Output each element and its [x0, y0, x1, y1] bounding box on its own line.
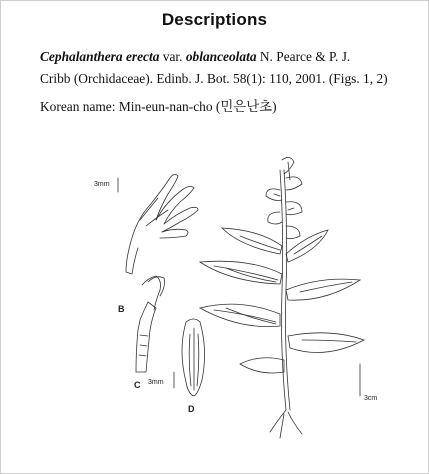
variety-abbreviation: var.	[162, 49, 183, 64]
figure-label-b: B	[118, 304, 125, 314]
flower-drawing	[126, 174, 198, 274]
botanical-illustration	[90, 150, 390, 440]
page-title: Descriptions	[161, 10, 268, 29]
citation-text	[40, 46, 400, 90]
scale-label-plant: 3cm	[364, 395, 378, 402]
scale-label-top: 3mm	[94, 181, 110, 188]
plant-drawing	[200, 157, 364, 438]
variety-name: oblanceolata	[185, 49, 257, 64]
citation-reference: Cribb (Orchidaceae). Edinb. J. Bot. 58(1): 110, 2001. (Figs. 1, 2)	[40, 71, 388, 86]
figure-label-c: C	[134, 380, 141, 390]
species-name: Cephalanthera erecta	[40, 49, 160, 64]
scale-label-bottom: 3mm	[148, 379, 164, 386]
korean-name: Korean name: Min-eun-nan-cho (민은난초)	[40, 99, 277, 114]
petal-drawing	[182, 319, 205, 396]
column-drawing	[136, 276, 165, 372]
authors: N. Pearce & P. J.	[259, 49, 351, 64]
figure-label-d: D	[188, 404, 195, 414]
